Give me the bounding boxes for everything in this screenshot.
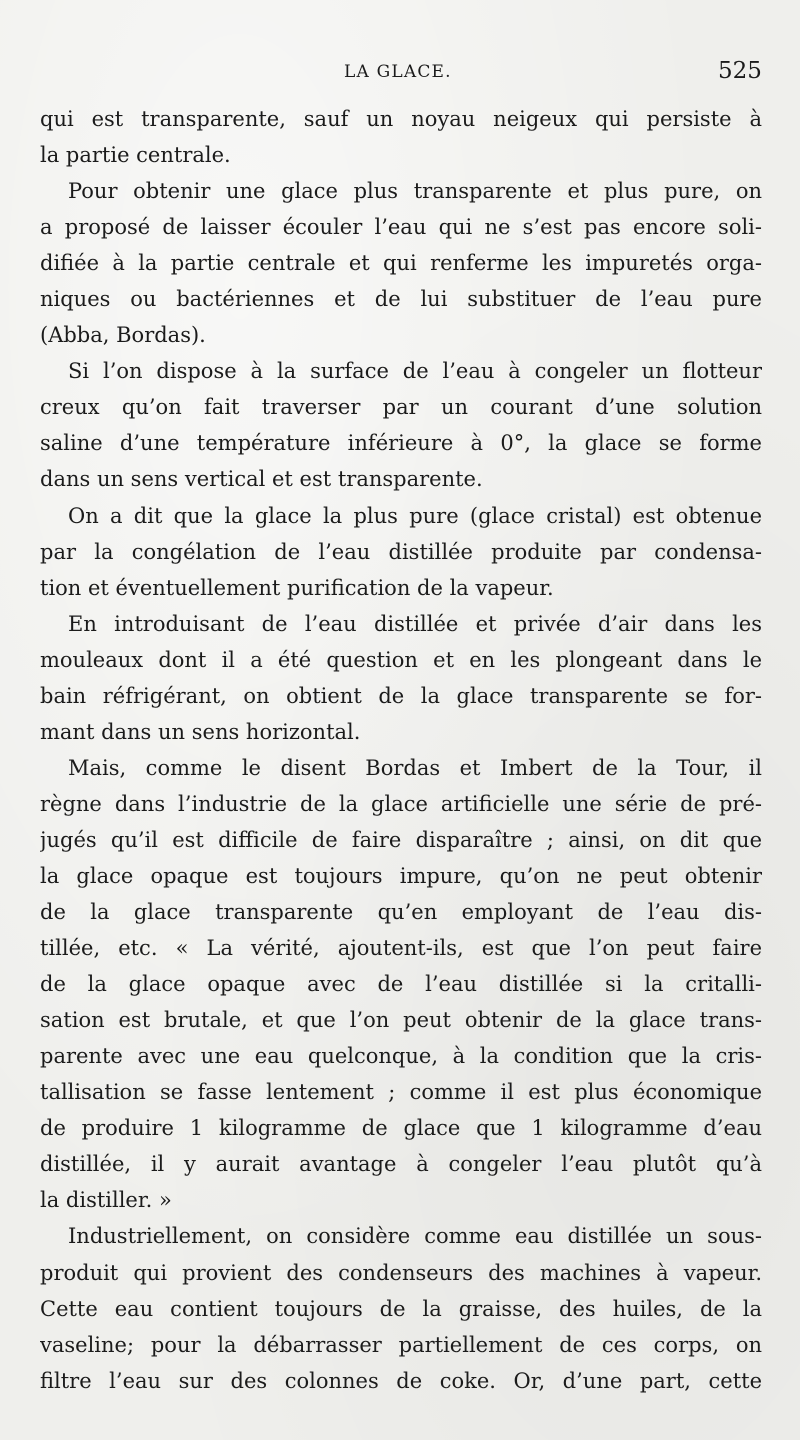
text-line: jugés qu’il est difficile de faire disparaître ; ainsi, on dit que bbox=[40, 827, 762, 852]
text-line: filtre l’eau sur des colonnes de coke. Or, d’une part, cette bbox=[40, 1368, 762, 1393]
paragraph bbox=[40, 1218, 762, 1398]
text-line: par la congélation de l’eau distillée produite par condensa- bbox=[40, 539, 762, 564]
text-line: tion et éventuellement purification de la vapeur. bbox=[40, 575, 554, 600]
text-line: parente avec une eau quelconque, à la condition que la cris- bbox=[40, 1044, 762, 1069]
running-title: LA GLACE. bbox=[344, 62, 452, 82]
text-line: Pour obtenir une glace plus transparente et plus pure, on bbox=[68, 179, 762, 204]
text-line: niques ou bactériennes et de lui substituer de l’eau pure bbox=[40, 287, 762, 312]
text-line: sation est brutale, et que l’on peut obtenir de la glace trans- bbox=[40, 1008, 762, 1033]
text-line: règne dans l’industrie de la glace artificielle une série de pré- bbox=[40, 791, 762, 816]
text-line: (Abba, Bordas). bbox=[40, 323, 206, 348]
running-head bbox=[0, 58, 800, 88]
text-line: de produire 1 kilogramme de glace que 1 kilogramme d’eau bbox=[40, 1116, 762, 1141]
text-line: produit qui provient des condenseurs des machines à vapeur. bbox=[40, 1260, 762, 1285]
text-line: vaseline; pour la débarrasser partiellement de ces corps, on bbox=[40, 1332, 762, 1357]
text-line: a proposé de laisser écouler l’eau qui ne s’est pas encore soli- bbox=[40, 215, 762, 240]
paragraph bbox=[40, 606, 762, 750]
paragraph bbox=[40, 101, 762, 173]
paragraph bbox=[40, 750, 762, 1219]
text-line: On a dit que la glace la plus pure (glace cristal) est obtenue bbox=[68, 503, 762, 528]
body-text bbox=[40, 101, 762, 1399]
text-line: tallisation se fasse lentement ; comme il est plus économique bbox=[40, 1080, 762, 1105]
text-line: la distiller. » bbox=[40, 1188, 172, 1213]
paragraph bbox=[40, 353, 762, 497]
text-line: distillée, il y aurait avantage à congeler l’eau plutôt qu’à bbox=[40, 1152, 762, 1177]
text-line: bain réfrigérant, on obtient de la glace transparente se for- bbox=[40, 683, 762, 708]
text-line: qui est transparente, sauf un noyau neigeux qui persiste à bbox=[40, 107, 762, 131]
text-line: de la glace opaque avec de l’eau distillée si la critalli- bbox=[40, 972, 762, 997]
text-line: Cette eau contient toujours de la graisse, des huiles, de la bbox=[40, 1296, 762, 1321]
text-line: creux qu’on fait traverser par un courant d’une solution bbox=[40, 395, 762, 420]
paragraph bbox=[40, 173, 762, 353]
text-line: de la glace transparente qu’en employant de l’eau dis- bbox=[40, 900, 762, 925]
text-line: la partie centrale. bbox=[40, 143, 231, 168]
text-line: saline d’une température inférieure à 0°, la glace se forme bbox=[40, 431, 762, 456]
paragraph bbox=[40, 498, 762, 606]
text-line: Mais, comme le disent Bordas et Imbert de la Tour, il bbox=[68, 755, 762, 780]
text-line: mant dans un sens horizontal. bbox=[40, 719, 361, 744]
text-line: En introduisant de l’eau distillée et privée d’air dans les bbox=[68, 611, 762, 636]
text-line: la glace opaque est toujours impure, qu’on ne peut obtenir bbox=[40, 863, 762, 888]
page-number: 525 bbox=[718, 58, 762, 84]
text-line: mouleaux dont il a été question et en les plongeant dans le bbox=[40, 647, 762, 672]
text-line: Industriellement, on considère comme eau distillée un sous- bbox=[68, 1224, 762, 1249]
text-line: dans un sens vertical et est transparente. bbox=[40, 467, 483, 492]
text-line: difiée à la partie centrale et qui renferme les impuretés orga- bbox=[40, 251, 762, 276]
text-line: tillée, etc. « La vérité, ajoutent-ils, est que l’on peut faire bbox=[40, 936, 762, 961]
text-line: Si l’on dispose à la surface de l’eau à congeler un flotteur bbox=[68, 359, 762, 384]
